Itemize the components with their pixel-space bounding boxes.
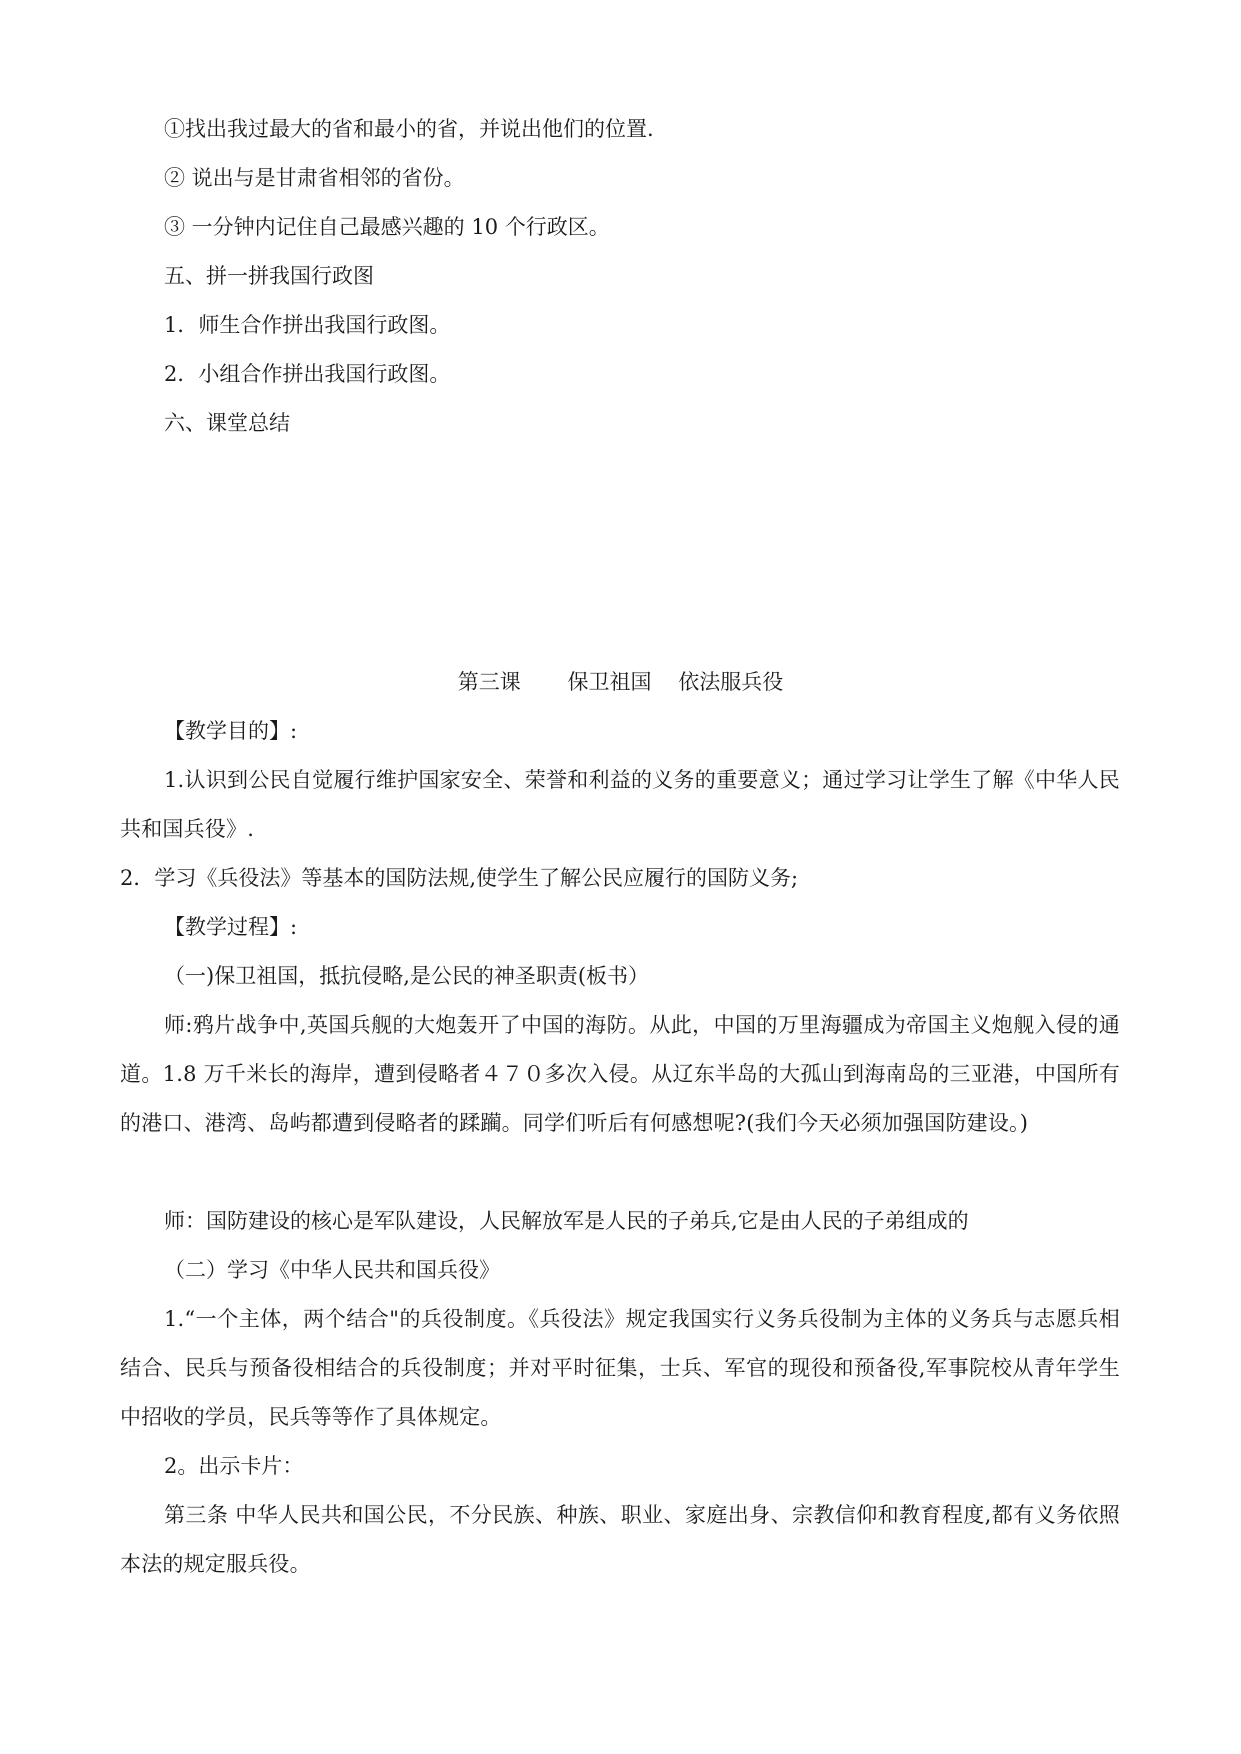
task-item-1: ①找出我过最大的省和最小的省，并说出他们的位置. xyxy=(164,117,654,141)
paragraph-1: 师:鸦片战争中,英国兵舰的大炮轰开了中国的海防。从此，中国的万里海疆成为帝国主义炮舰入侵的通道。1.8 万千米长的海岸，遭到侵略者４７０多次入侵。从辽东半岛的大孤山到海南岛的三亚港，中国所有的港口、港湾、岛屿都遭到侵略者的蹂躏。同学们听后有何感想呢?(我们今天必须加强国防建设。) xyxy=(120,1013,1120,1135)
paragraph-3: 1.“一个主体，两个结合"的兵役制度。《兵役法》规定我国实行义务兵役制为主体的义务兵与志愿兵相结合、民兵与预备役相结合的兵役制度；并对平时征集，士兵、军官的现役和预备役,军事院校从青年学生中招收的学员，民兵等等作了具体规定。 xyxy=(120,1307,1120,1429)
step-1: 1．师生合作拼出我国行政图。 xyxy=(164,313,451,337)
lesson-title: 第三课 保卫祖国 依法服兵役 xyxy=(457,670,784,694)
paragraph-4: 第三条 中华人民共和国公民，不分民族、种族、职业、家庭出身、宗教信仰和教育程度,都有义务依照本法的规定服兵役。 xyxy=(120,1503,1120,1576)
goal-2: 2．学习《兵役法》等基本的国防法规,使学生了解公民应履行的国防义务; xyxy=(120,866,799,890)
section-heading-6: 六、课堂总结 xyxy=(164,411,290,435)
process-heading: 【教学过程】: xyxy=(164,915,298,939)
card-heading: 2。出示卡片： xyxy=(164,1454,304,1478)
task-item-2: ② 说出与是甘肃省相邻的省份。 xyxy=(164,166,465,190)
section-heading-5: 五、拼一拼我国行政图 xyxy=(164,264,374,288)
step-2: 2．小组合作拼出我国行政图。 xyxy=(164,362,451,386)
goals-heading: 【教学目的】: xyxy=(164,719,298,743)
part-1-heading: （一)保卫祖国，抵抗侵略,是公民的神圣职责(板书） xyxy=(164,964,650,988)
part-2-heading: （二）学习《中华人民共和国兵役》 xyxy=(164,1258,500,1282)
paragraph-2: 师：国防建设的核心是军队建设，人民解放军是人民的子弟兵,它是由人民的子弟组成的 xyxy=(164,1209,969,1233)
task-item-3: ③ 一分钟内记住自己最感兴趣的 10 个行政区。 xyxy=(164,215,610,239)
goal-1: 1.认识到公民自觉履行维护国家安全、荣誉和利益的义务的重要意义；通过学习让学生了解《中华人民共和国兵役》. xyxy=(120,768,1120,841)
